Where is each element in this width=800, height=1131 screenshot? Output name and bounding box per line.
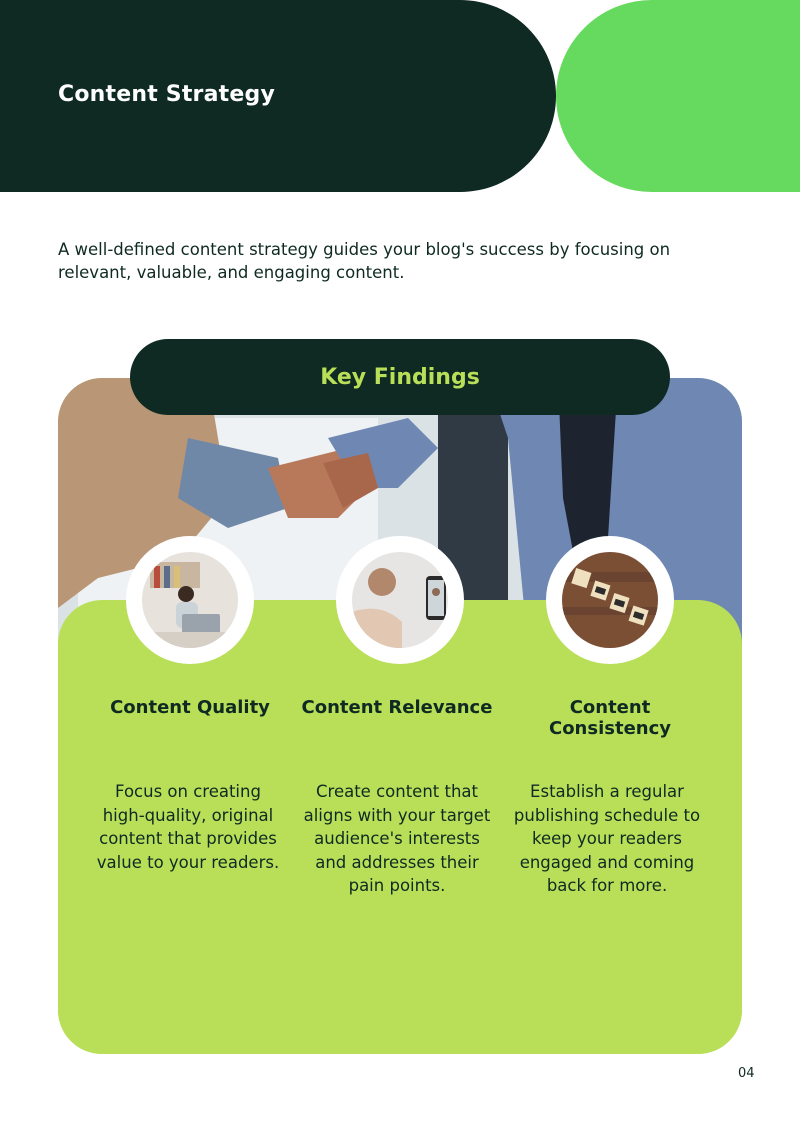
- content-quality-text: Focus on creating high-quality, original content that provides value to your readers.: [96, 782, 280, 872]
- content-relevance-title: Content Relevance: [301, 697, 493, 718]
- content-consistency-image: [546, 536, 674, 664]
- key-findings-banner: [130, 339, 670, 415]
- woman-laptop-photo: [142, 552, 238, 648]
- phone-video-photo: [352, 552, 448, 648]
- page-title: Content Strategy: [58, 82, 275, 107]
- page-number: 04: [738, 1066, 755, 1081]
- key-findings-title: Key Findings: [320, 364, 480, 390]
- content-consistency-title: Content Consistency: [548, 697, 672, 739]
- blog-tiles-photo: [562, 552, 658, 648]
- content-relevance-image: [336, 536, 464, 664]
- content-consistency-text: Establish a regular publishing schedule to keep your readers engaged and coming back for more.: [513, 782, 701, 895]
- header-accent-shape: [556, 0, 800, 192]
- content-quality-image: [126, 536, 254, 664]
- content-quality-title: Content Quality: [110, 697, 270, 718]
- content-relevance-text: Create content that aligns with your target audience's interests and addresses their pain points.: [303, 782, 491, 895]
- intro-paragraph: A well-defined content strategy guides your blog's success by focusing on relevant, valuable, and engaging content.: [58, 240, 671, 282]
